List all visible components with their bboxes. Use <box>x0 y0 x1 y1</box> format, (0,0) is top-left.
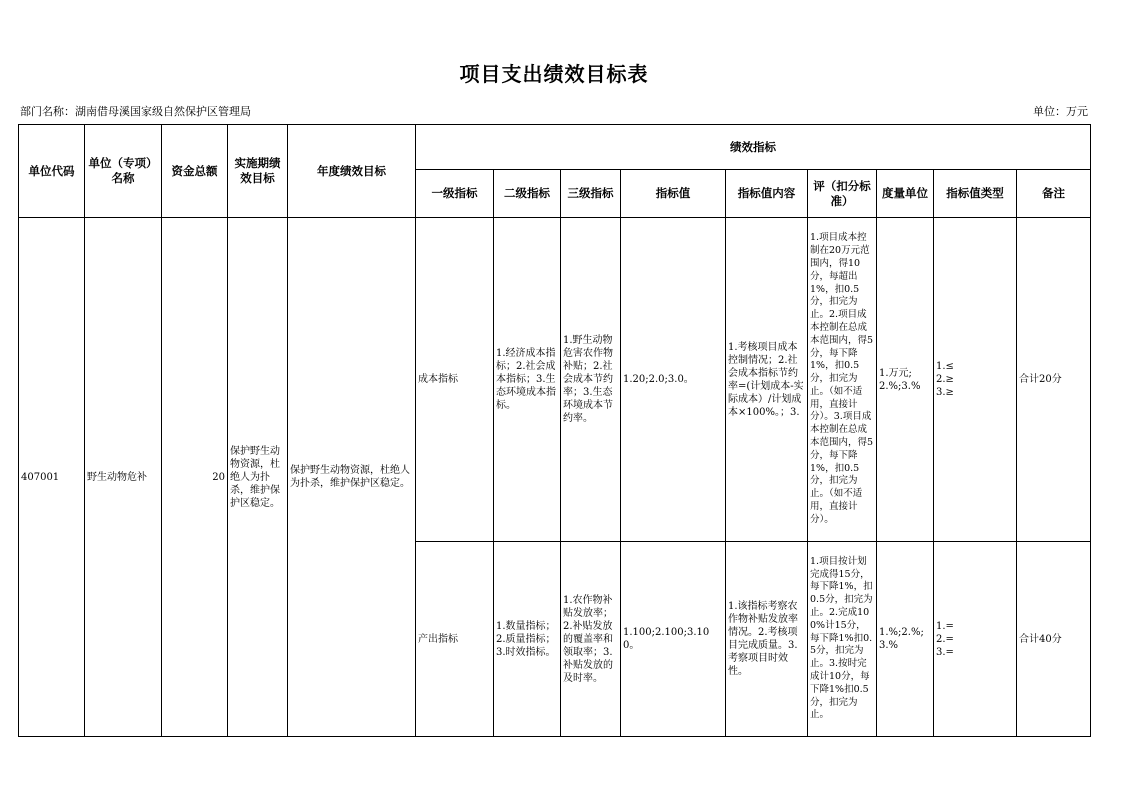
level1-cell: 产出指标 <box>416 542 494 737</box>
header-value-type: 指标值类型 <box>934 170 1017 218</box>
unit-code-cell: 407001 <box>19 218 85 737</box>
header-level3: 三级指标 <box>561 170 621 218</box>
level3-cell: 1.农作物补贴发放率；2.补贴发放的覆盖率和领取率；3.补贴发放的及时率。 <box>561 542 621 737</box>
value-type-cell: 1.≤ 2.≥ 3.≥ <box>934 218 1017 542</box>
header-unit-code: 单位代码 <box>19 125 85 218</box>
header-unit-name: 单位（专项）名称 <box>85 125 162 218</box>
unit-name-cell: 野生动物危补 <box>85 218 162 737</box>
value-content-cell: 1.该指标考察农作物补贴发放率情况。2.考核项目完成质量。3.考察项目时效性。 <box>726 542 808 737</box>
remarks-cell: 合计20分 <box>1017 218 1091 542</box>
header-remarks: 备注 <box>1017 170 1091 218</box>
header-total-funds: 资金总额 <box>162 125 228 218</box>
value-type-cell: 1.= 2.= 3.= <box>934 542 1017 737</box>
scoring-cell: 1.项目按计划完成得15分，每下降1%，扣0.5分，扣完为止。2.完成100%计15分，每下降1%扣0.5分，扣完为止。3.按时完成计10分，每下降1%扣0.5分，扣完为止。 <box>808 542 877 737</box>
indicator-value-cell: 1.20;2.0;3.0。 <box>621 218 726 542</box>
total-funds-cell: 20 <box>162 218 228 737</box>
measure-unit-cell: 1.万元;2.%;3.% <box>877 218 934 542</box>
indicator-value-cell: 1.100;2.100;3.100。 <box>621 542 726 737</box>
performance-target-table <box>18 124 1091 737</box>
header-scoring: 评（扣分标准） <box>808 170 877 218</box>
header-annual-goal: 年度绩效目标 <box>288 125 416 218</box>
header-indicators: 绩效指标 <box>416 125 1091 170</box>
header-value-content: 指标值内容 <box>726 170 808 218</box>
table-row <box>19 218 1091 542</box>
annual-goal-cell: 保护野生动物资源，杜绝人为扑杀，维护保护区稳定。 <box>288 218 416 737</box>
page-title: 项目支出绩效目标表 <box>459 62 649 86</box>
level2-cell: 1.数量指标；2.质量指标；3.时效指标。 <box>494 542 561 737</box>
scoring-cell: 1.项目成本控制在20万元范围内，得10分，每超出1%，扣0.5分，扣完为止。2.项目成本控制在总成本范围内，得5分，每下降1%，扣0.5分，扣完为止。（如不适用，直接计分）。3.项目成本控制在总成本范围内，得5分，每下降1%，扣0.5分，扣完为止。（如不适用，直接计分）。 <box>808 218 877 542</box>
period-goal-cell: 保护野生动物资源，杜绝人为扑杀，维护保护区稳定。 <box>228 218 288 737</box>
level1-cell: 成本指标 <box>416 218 494 542</box>
measure-unit-cell: 1.%;2.%;3.% <box>877 542 934 737</box>
remarks-cell: 合计40分 <box>1017 542 1091 737</box>
currency-unit: 单位：万元 <box>1033 105 1088 118</box>
header-measure-unit: 度量单位 <box>877 170 934 218</box>
header-period-goal: 实施期绩效目标 <box>228 125 288 218</box>
department-name: 部门名称：湖南借母溪国家级自然保护区管理局 <box>20 105 251 118</box>
level2-cell: 1.经济成本指标；2.社会成本指标；3.生态环境成本指标。 <box>494 218 561 542</box>
value-content-cell: 1.考核项目成本控制情况；2.社会成本指标节约率=(计划成本-实际成本）/计划成本×100%。；3. <box>726 218 808 542</box>
header-indicator-value: 指标值 <box>621 170 726 218</box>
level3-cell: 1.野生动物危害农作物补贴；2.社会成本节约率；3.生态环境成本节约率。 <box>561 218 621 542</box>
header-level1: 一级指标 <box>416 170 494 218</box>
header-level2: 二级指标 <box>494 170 561 218</box>
